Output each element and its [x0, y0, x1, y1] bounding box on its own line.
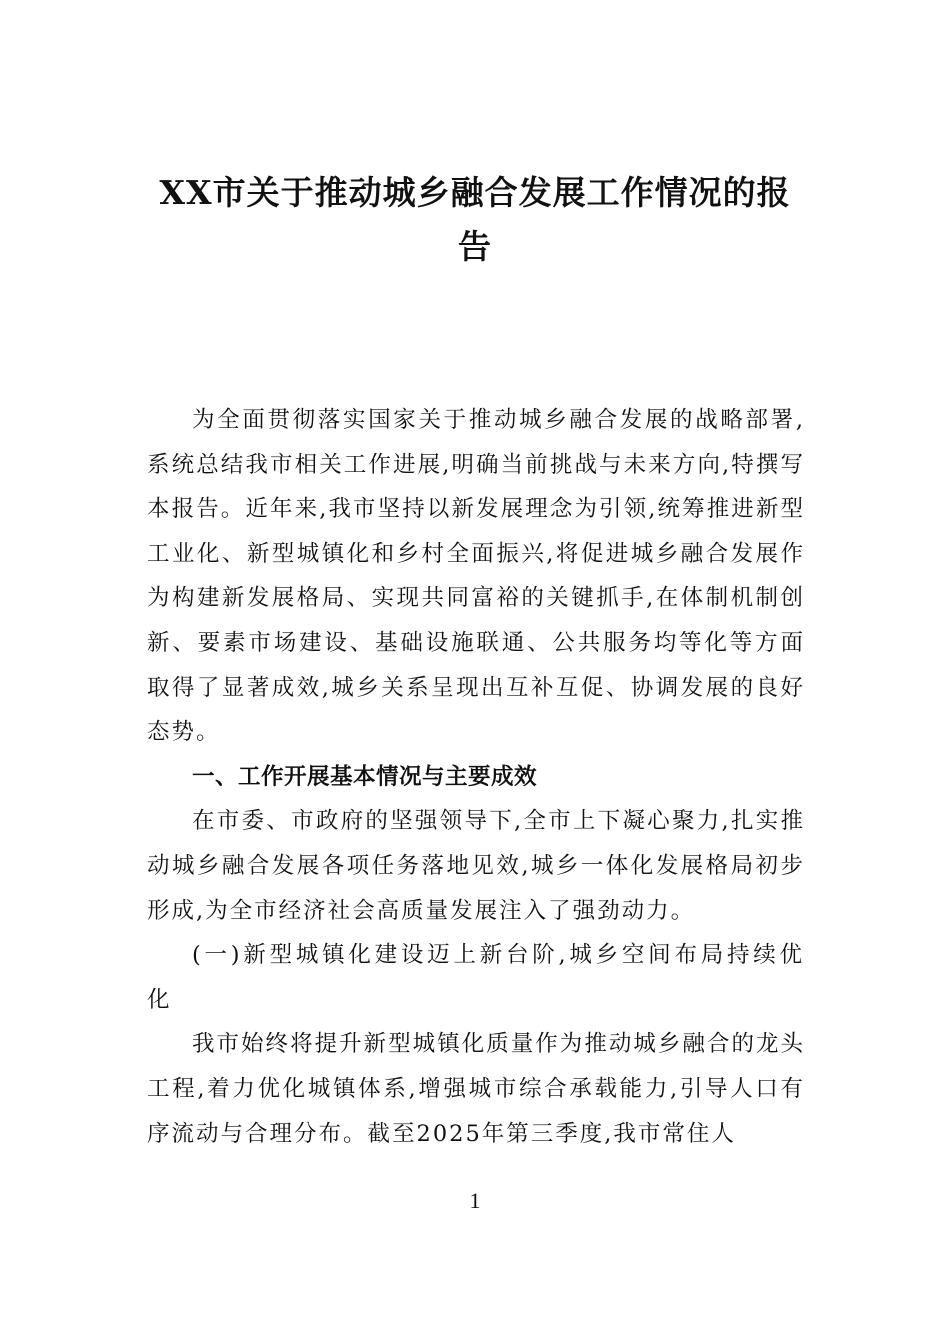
section-1-paragraph: 在市委、市政府的坚强领导下,全市上下凝心聚力,扎实推动城乡融合发展各项任务落地见效,城乡一体化发展格局初步形成,为全市经济社会高质量发展注入了强劲动力。: [147, 808, 805, 924]
intro-paragraph: 为全面贯彻落实国家关于推动城乡融合发展的战略部署,系统总结我市相关工作进展,明确当前挑战与未来方向,特撰写本报告。近年来,我市坚持以新发展理念为引领,统筹推进新型工业化、新型城镇化和乡村全面振兴,将促进城乡融合发展作为构建新发展格局、实现共同富裕的关键抓手,在体制机制创新、要素市场建设、基础设施联通、公共服务均等化等方面取得了显著成效,城乡关系呈现出互补互促、协调发展的良好态势。: [147, 407, 805, 746]
section-heading-1: 一、工作开展基本情况与主要成效: [192, 763, 538, 790]
document-title: [140, 166, 810, 274]
subsection-heading-1: (一)新型城镇化建设迈上新台阶,城乡空间布局持续优化: [147, 942, 805, 1013]
title-line-2: 告: [458, 227, 492, 266]
subsection-1-paragraph: 我市始终将提升新型城镇化质量作为推动城乡融合的龙头工程,着力优化城镇体系,增强城市综合承载能力,引导人口有序流动与合理分布。截至2025年第三季度,我市常住人: [147, 1031, 805, 1147]
page-number: 1: [469, 1188, 481, 1213]
document-body: [147, 398, 805, 1156]
title-line-1: XX市关于推动城乡融合发展工作情况的报: [159, 173, 791, 212]
